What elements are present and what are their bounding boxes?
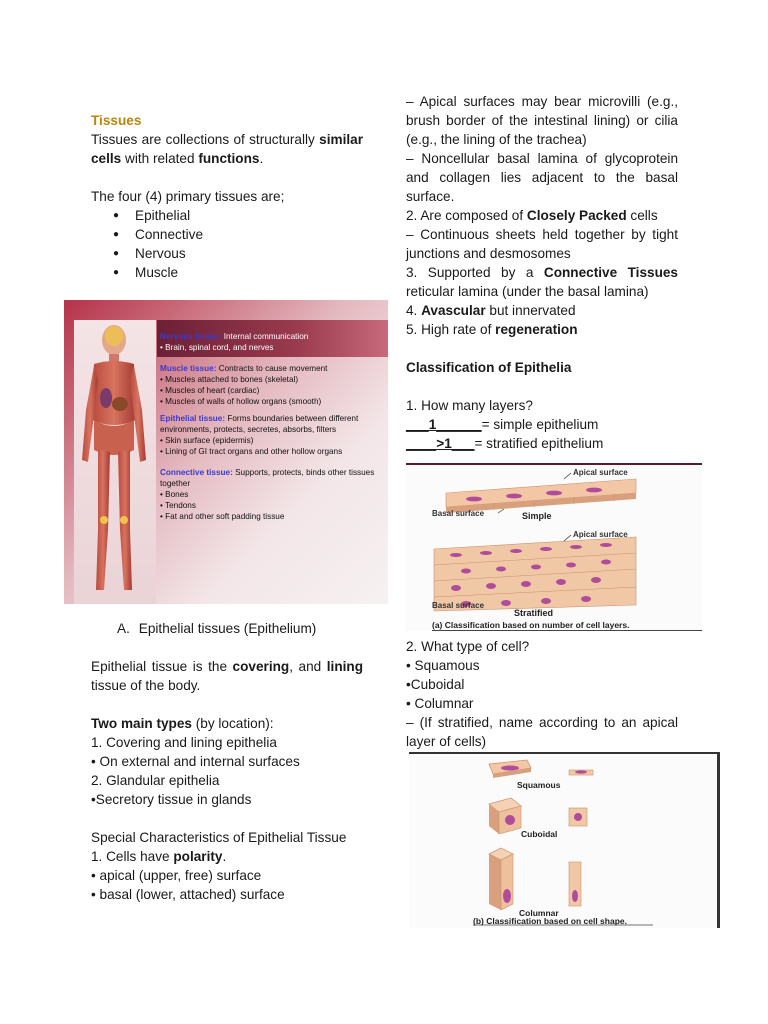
list-item: • Squamous [406,658,480,673]
four-tissues-intro: The four (4) primary tissues are; [91,189,285,204]
regeneration-line: 5. High rate of regeneration [406,322,578,337]
apical-surfaces-text: – Apical surfaces may bear microvilli (e.g., brush border of the intestinal lining) or cilia (e.g., the lining of the trachea) [406,94,678,147]
list-item: •Secretory tissue in glands [91,792,252,807]
right-column-lower [406,637,678,751]
list-item: ● Nervous [91,244,363,263]
figure-caption: (b) Classification based on cell shape. [473,916,627,926]
classification-heading: Classification of Epithelia [406,360,572,375]
basal-surface-label: Basal surface [432,601,485,610]
cell-shape-figure [409,752,720,928]
connective-block: Connective tissue: Supports, protects, binds other tissues together • Bones • Tendons • Fat and other soft padding tissue [160,467,386,522]
stratified-layer-line: ____>1___= stratified epithelium [406,436,604,451]
cell-type-question: 2. What type of cell? [406,639,530,654]
muscle-block: Muscle tissue: Contracts to cause movement • Muscles attached to bones (skeletal) • Muscles of heart (cardiac) • Muscles of walls of hollow organs (smooth) [160,363,386,407]
cuboidal-label: Cuboidal [521,829,558,839]
stratified-label: Stratified [514,608,554,618]
two-types-heading: Two main types (by location): [91,716,274,731]
stratified-note: – (If stratified, name according to an apical layer of cells) [406,715,678,749]
layers-classification-figure [406,463,702,631]
cell-shapes-illustration [409,754,717,928]
list-item: 1. Covering and lining epithelia [91,735,277,750]
list-item: • basal (lower, attached) surface [91,887,285,902]
nervous-block: Nervous tissue: Internal communication • Brain, spinal cord, and nerves [160,331,386,353]
primary-tissues-list [91,206,363,282]
simple-layer-line: ___1______= simple epithelium [406,417,599,432]
list-item: • On external and internal surfaces [91,754,300,769]
layers-question: 1. How many layers? [406,398,533,413]
epithelium-definition: Epithelial tissue is the covering, and lining tissue of the body. [91,659,364,693]
squamous-label: Squamous [517,780,561,790]
list-item: 2. Glandular epithelia [91,773,220,788]
tissue-types-figure [64,300,388,604]
apical-surface-label: Apical surface [573,468,628,477]
list-item: ● Epithelial [91,206,363,225]
special-characteristics-heading: Special Characteristics of Epithelial Tissue [91,830,347,845]
polarity-line: 1. Cells have polarity. [91,849,227,864]
connective-support-line: 3. Supported by a Connective Tissues reticular lamina (under the basal lamina) [406,265,678,299]
avascular-line: 4. Avascular but innervated [406,303,576,318]
intro-paragraph: Tissues are collections of structurally similar cells with related functions. [91,132,363,166]
apical-surface-label: Apical surface [573,530,628,539]
list-item: ● Muscle [91,263,363,282]
continuous-sheets-text: – Continuous sheets held together by tight junctions and desmosomes [406,227,678,261]
basal-lamina-text: – Noncellular basal lamina of glycoprotein and collagen lies adjacent to the basal surface. [406,151,678,204]
left-column [91,111,363,282]
figure-caption: (a) Classification based on number of cell layers. [432,620,630,630]
right-column [406,92,678,453]
list-item: ● Connective [91,225,363,244]
tissue-labels [160,331,386,528]
list-item: • Columnar [406,696,474,711]
section-title: Tissues [91,113,142,128]
left-column-lower [91,619,363,904]
simple-label: Simple [522,511,552,521]
closely-packed-line: 2. Are composed of Closely Packed cells [406,208,658,223]
epithelial-block: Epithelial tissue: Forms boundaries between different environments, protects, secretes, absorbs, filters • Skin surface (epidermis) • Lining of GI tract organs and other hollow organs [160,413,386,457]
columnar-label: Columnar [519,908,559,918]
human-body-illustration [64,300,156,604]
section-a-heading: A. Epithelial tissues (Epithelium) [117,621,317,636]
basal-surface-label: Basal surface [432,509,485,518]
list-item: •Cuboidal [406,677,465,692]
list-item: • apical (upper, free) surface [91,868,262,883]
